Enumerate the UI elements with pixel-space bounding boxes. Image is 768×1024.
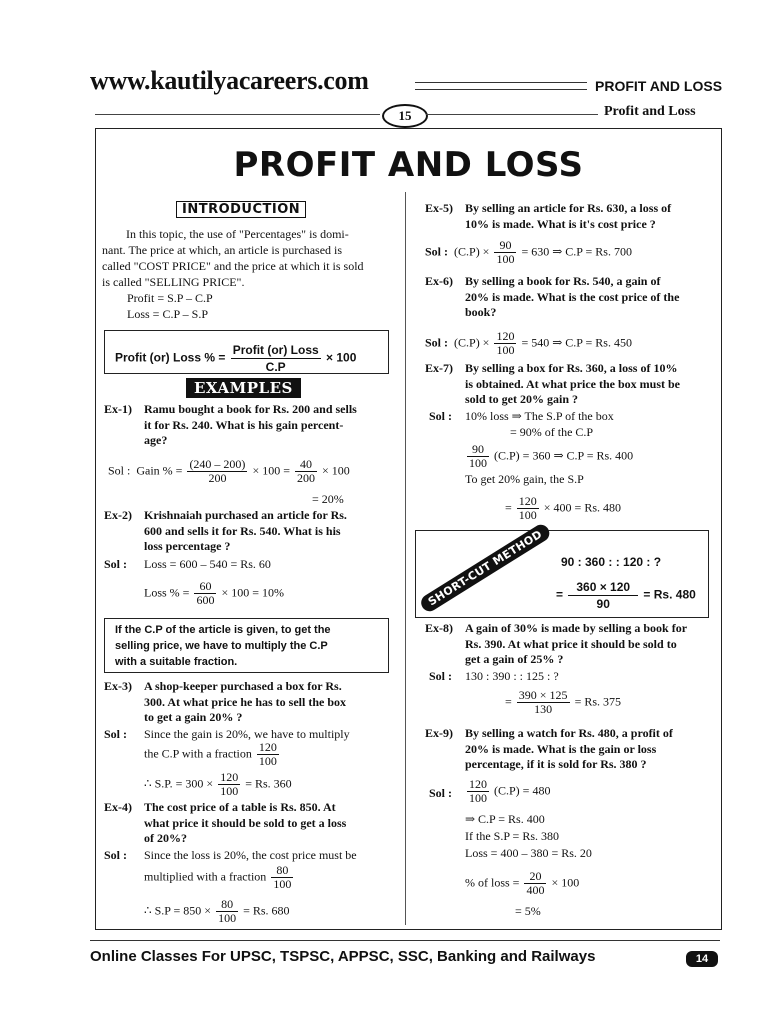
result: = 5%	[515, 904, 541, 918]
fraction: $\frac{90}{100}$	[496, 238, 515, 266]
example-4	[104, 800, 394, 930]
sol-line	[144, 898, 290, 925]
sol-label: Sol :	[429, 409, 453, 423]
sol-line	[465, 778, 550, 805]
shortcut-method-badge: SHORT-CUT METHOD	[418, 522, 552, 615]
example-label: Ex-7)	[425, 361, 453, 375]
formula-denominator: C.P	[265, 360, 286, 374]
question-line: is obtained. At what price the box must be	[465, 376, 681, 391]
sol-line	[144, 771, 292, 798]
question-line: By selling a box for Rs. 360, a loss of 10%	[465, 361, 678, 375]
example-label: Ex-1)	[104, 402, 132, 416]
example-6	[425, 274, 715, 359]
example-label: Ex-3)	[104, 679, 132, 693]
footer-text: Online Classes For UPSC, TSPSC, APPSC, SSC, Banking and Railways	[90, 948, 596, 965]
note-line: selling price, we have to multiply the C.P	[115, 640, 328, 652]
example-label: Ex-9)	[425, 726, 453, 740]
example-2	[104, 508, 394, 618]
sol-text: (C.P) ×	[454, 335, 490, 350]
sol-text: × 100	[321, 463, 350, 478]
sol-text: × 100	[551, 875, 580, 890]
formula-right: × 100	[326, 350, 357, 365]
fraction: $\frac{360 \times 120}{90}$	[568, 579, 638, 612]
loss-formula: Loss = C.P – S.P	[127, 307, 209, 321]
question-line: book?	[465, 305, 497, 319]
question-line: it for Rs. 240. What is his gain percent-	[144, 417, 344, 432]
sol-line	[465, 870, 579, 897]
question-line: By selling a watch for Rs. 480, a profit of	[465, 726, 673, 740]
question-line: Ramu bought a book for Rs. 200 and sells	[144, 402, 357, 416]
examples-heading: EXAMPLES	[186, 378, 301, 398]
sol-line: = $\frac{120}{100}$ × 400 = Rs. 480	[505, 494, 621, 522]
profit-formula: Profit = S.P – C.P	[127, 291, 213, 305]
fraction: $\frac{90}{100}$	[469, 442, 487, 470]
introduction-heading: INTRODUCTION	[176, 201, 306, 218]
sol-text: To get 20% gain, the S.P	[465, 472, 584, 486]
chapter-rule-right	[426, 114, 598, 115]
footer-page-number: 14	[686, 951, 718, 967]
formula-box	[104, 330, 389, 374]
fraction: $\frac{80}{100}$	[273, 863, 292, 891]
sol-text: Since the gain is 20%, we have to multiply	[144, 727, 350, 741]
question-line: 600 and sells it for Rs. 540. What is his	[144, 523, 341, 538]
sol-text: = Rs. 375	[574, 694, 622, 709]
sol-line	[144, 580, 284, 607]
question-line: to get a gain 20% ?	[144, 710, 243, 724]
example-label: Ex-8)	[425, 621, 453, 635]
sol-text: Loss = 600 – 540 = Rs. 60	[144, 557, 271, 571]
sol-text: = 540 ⇒ C.P = Rs. 450	[521, 335, 632, 350]
sol-text: = Rs. 360	[245, 776, 292, 791]
chapter-name: Profit and Loss	[604, 104, 696, 119]
sol-text: (C.P) = 480	[494, 783, 551, 798]
fraction: $\frac{120}{100}$	[220, 770, 239, 798]
question-line: A shop-keeper purchased a box for Rs.	[144, 679, 342, 693]
intro-line: nant. The price at which, an article is purchased is	[102, 243, 343, 257]
formula-numerator: Profit (or) Loss	[232, 343, 319, 357]
example-label: Ex-2)	[104, 508, 132, 522]
intro-line: is called "SELLING PRICE".	[102, 275, 245, 289]
column-divider	[405, 192, 406, 925]
example-label: Ex-4)	[104, 800, 132, 814]
sol-label: Sol :	[104, 557, 128, 571]
example-label: Ex-5)	[425, 201, 453, 215]
sol-label: Sol :	[108, 463, 131, 478]
sol-text: × 100 = 10%	[221, 585, 284, 600]
formula-left: Profit (or) Loss % =	[115, 350, 226, 365]
introduction-text	[102, 226, 392, 322]
fraction: $\frac{60}{600}$	[196, 579, 215, 607]
sol-text: ⇒ C.P = Rs. 400	[465, 812, 545, 826]
question-line: loss percentage ?	[144, 539, 231, 553]
example-question	[144, 800, 346, 847]
sol-label: Sol :	[429, 786, 453, 800]
question-line: Krishnaiah purchased an article for Rs.	[144, 508, 347, 522]
fraction: $\frac{120}{100}$	[469, 777, 487, 805]
chapter-rule-left	[95, 114, 380, 115]
fraction: $\frac{120}{100}$	[518, 494, 537, 522]
fraction: $\frac{(240 - 200)}{200}$	[189, 457, 246, 485]
sol-label: Sol :	[104, 848, 128, 862]
sol-line	[144, 741, 281, 768]
fraction: $\frac{390 \times 125}{130}$	[518, 688, 568, 716]
sol-text: = 90% of the C.P	[510, 425, 594, 439]
question-line: percentage, if it is sold for Rs. 380 ?	[465, 757, 647, 771]
question-line: of 20%?	[144, 831, 187, 845]
result: = 20%	[312, 492, 344, 506]
example-question	[465, 201, 671, 232]
shortcut-ratio: 90 : 360 : : 120 : ?	[561, 555, 662, 569]
question-line: 10% is made. What is it's cost price ?	[465, 216, 656, 231]
sol-line	[144, 864, 295, 891]
solution	[108, 458, 350, 485]
shortcut-calc: = $\frac{360 \times 120}{90}$ = Rs. 480	[556, 580, 696, 611]
example-9	[425, 726, 715, 926]
note-line: If the C.P of the article is given, to get the	[115, 624, 331, 636]
fraction: $\frac{40}{200}$	[296, 457, 315, 485]
sol-text: Loss % =	[144, 585, 190, 600]
fraction: $\frac{80}{100}$	[218, 897, 237, 925]
fraction: $\frac{120}{100}$	[258, 740, 277, 768]
sol-label: Sol :	[425, 244, 449, 259]
sol-text: × 100 =	[252, 463, 290, 478]
header-rule	[415, 82, 587, 90]
question-line: sold to get 20% gain ?	[465, 392, 579, 406]
site-url: www.kautilyacareers.com	[90, 66, 369, 95]
intro-line: In this topic, the use of "Percentages" is domi-	[126, 227, 349, 241]
sol-line	[465, 443, 633, 470]
example-label: Ex-6)	[425, 274, 453, 288]
sol-text: × 400 = Rs. 480	[543, 500, 621, 515]
formula-fraction	[231, 342, 321, 375]
sol-label: Sol :	[425, 335, 449, 350]
sol-text: 130 : 390 : : 125 : ?	[465, 669, 559, 683]
question-line: A gain of 30% is made by selling a book for	[465, 621, 688, 635]
question-line: get a gain of 25% ?	[465, 652, 564, 666]
question-line: age?	[144, 433, 168, 447]
sol-text: Since the loss is 20%, the cost price must be	[144, 848, 357, 862]
footer-rule	[90, 940, 720, 941]
sol-line: = $\frac{390 \times 125}{130}$ = Rs. 375	[505, 688, 622, 716]
solution	[425, 239, 632, 266]
header-topic: PROFIT AND LOSS	[595, 78, 723, 94]
question-line: 20% is made. What is the cost price of the	[465, 289, 680, 304]
example-question	[465, 274, 679, 321]
sol-label: Sol :	[104, 727, 128, 741]
shortcut-result: = Rs. 480	[643, 587, 696, 602]
sol-text: multiplied with a fraction	[144, 869, 267, 884]
sol-label: Sol :	[429, 669, 453, 683]
question-line: 300. At what price he has to sell the box	[144, 694, 346, 709]
sol-text: Loss = 400 – 380 = Rs. 20	[465, 846, 592, 860]
sol-text: = Rs. 680	[243, 903, 290, 918]
sol-text: ∴ S.P = 850 ×	[144, 903, 212, 918]
fraction: $\frac{120}{100}$	[496, 329, 515, 357]
example-3	[104, 679, 394, 799]
page-title: PROFIT AND LOSS	[233, 145, 584, 185]
example-8	[425, 621, 715, 726]
example-question	[144, 402, 357, 449]
question-line: By selling a book for Rs. 540, a gain of	[465, 274, 661, 288]
example-question	[144, 508, 347, 555]
question-line: The cost price of a table is Rs. 850. At	[144, 800, 336, 814]
question-line: 20% is made. What is the gain or loss	[465, 741, 657, 756]
question-line: what price it should be sold to get a loss	[144, 815, 347, 830]
example-1	[104, 402, 394, 512]
note-line: with a suitable fraction.	[115, 656, 238, 668]
sol-text: = 630 ⇒ C.P = Rs. 700	[521, 244, 632, 259]
intro-line: called "COST PRICE" and the price at which it is sold	[102, 259, 364, 273]
example-question	[144, 679, 346, 726]
example-question	[465, 621, 687, 668]
example-question	[465, 726, 673, 773]
chapter-number-badge: 15	[382, 104, 428, 128]
question-line: By selling an article for Rs. 630, a loss of	[465, 201, 672, 215]
sol-text: 10% loss ⇒ The S.P of the box	[465, 409, 614, 423]
sol-text: (C.P) = 360 ⇒ C.P = Rs. 400	[494, 448, 634, 463]
example-5	[425, 201, 715, 271]
sol-text: If the S.P = Rs. 380	[465, 829, 559, 843]
sol-text: (C.P) ×	[454, 244, 490, 259]
example-question	[465, 361, 680, 408]
solution	[425, 330, 632, 357]
note-box	[104, 618, 389, 673]
sol-text: % of loss =	[465, 875, 520, 890]
sol-text: ∴ S.P. = 300 ×	[144, 776, 214, 791]
fraction: $\frac{20}{400}$	[526, 869, 545, 897]
sol-text: the C.P with a fraction	[144, 746, 252, 761]
example-7	[425, 361, 715, 526]
question-line: Rs. 390. At what price it should be sold to	[465, 636, 677, 651]
sol-text: Gain % =	[136, 463, 183, 478]
